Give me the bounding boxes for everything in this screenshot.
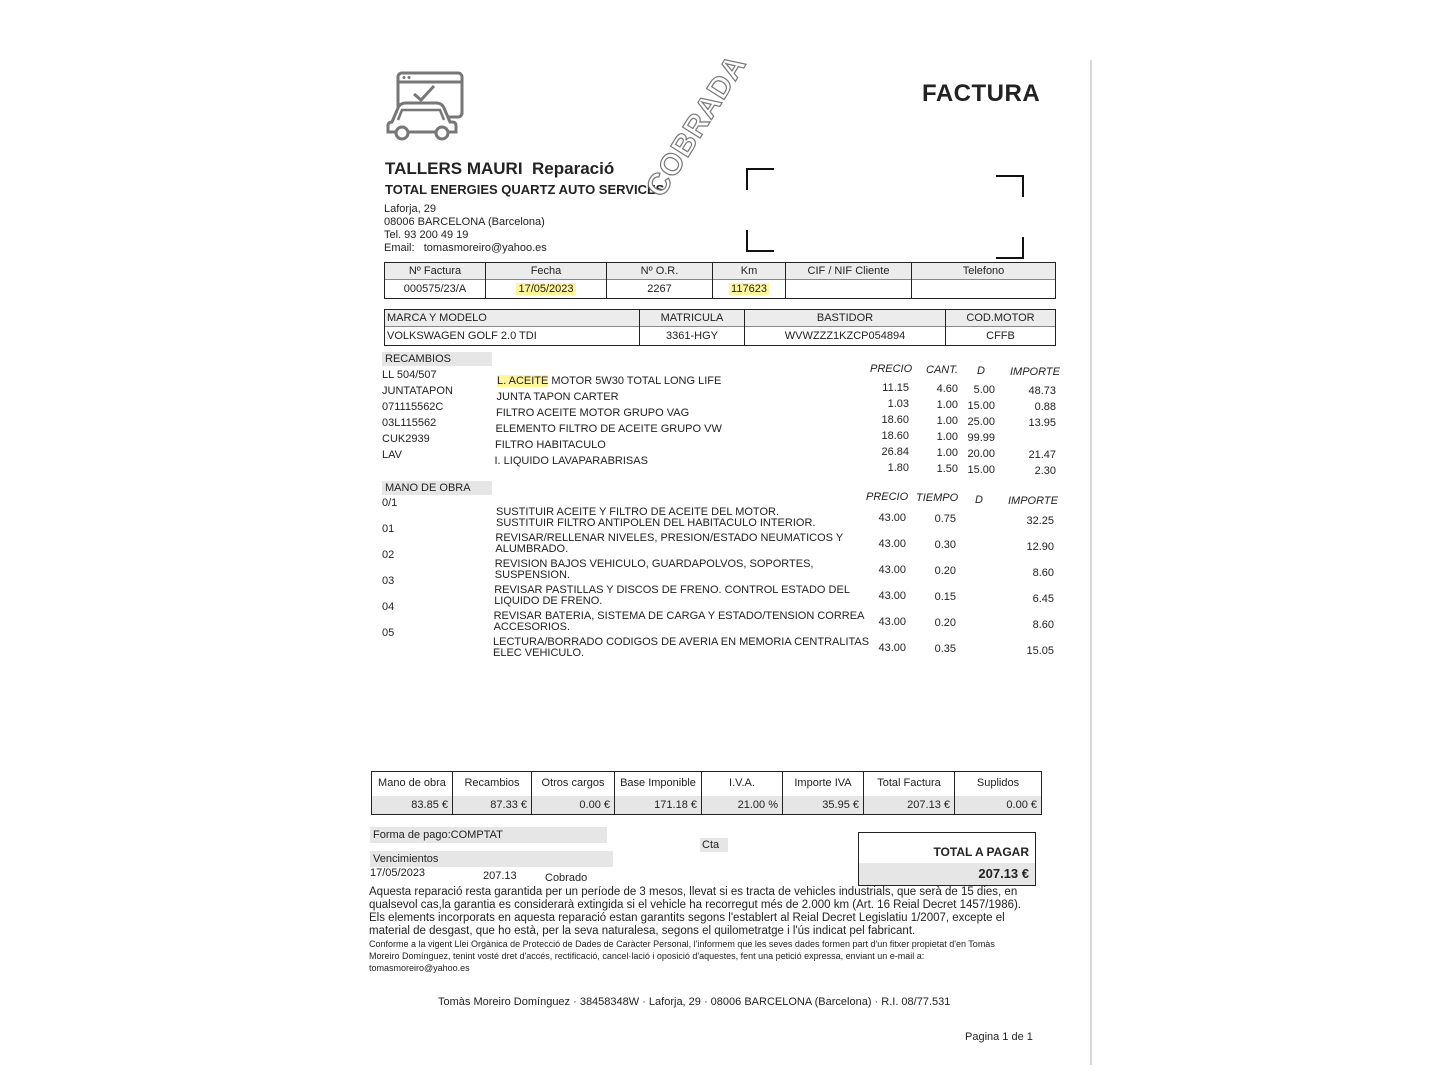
labour-description-line-1: REVISION BAJOS VEHICULO, GUARDAPOLVOS, SOPORTES, <box>494 558 814 570</box>
company-name-text: TALLERS MAURI <box>385 159 523 178</box>
address-bracket-tl <box>746 168 774 190</box>
header-cell-cif: CIF / NIF Cliente <box>786 263 912 299</box>
company-email-row <box>384 242 547 254</box>
part-amount: 0.88 <box>1034 401 1056 413</box>
address-bracket-bl <box>746 230 774 252</box>
privacy-line-1: Conforme a la vigent Llei Orgànica de Protecció de Dades de Caràcter Personal, l'informem que les seves dades formen part d'un fitxer propietat d'en Tomàs <box>369 939 995 949</box>
part-quantity: 1.00 <box>936 415 958 427</box>
part-code: JUNTATAPON <box>382 385 453 397</box>
labour-amount: 6.45 <box>1032 593 1054 605</box>
part-quantity: 4.60 <box>936 383 958 395</box>
company-address-1: Laforja, 29 <box>384 203 436 215</box>
part-code: 03L115562 <box>382 417 437 429</box>
labour-code: 03 <box>382 575 395 587</box>
totals-label: Mano de obra <box>378 777 446 789</box>
labour-col-price: PRECIO <box>866 491 909 503</box>
labour-description-line-2: ALUMBRADO. <box>495 543 569 555</box>
part-amount: 48.73 <box>1028 385 1056 397</box>
address-bracket-br <box>996 237 1024 259</box>
labour-time: 0.75 <box>934 513 956 525</box>
totals-label: I.V.A. <box>729 777 755 789</box>
totals-value: 0.00 € <box>532 796 614 814</box>
labour-description-line-1: REVISAR/RELLENAR NIVELES, PRESION/ESTADO NEUMATICOS Y <box>495 532 844 544</box>
part-code: LL 504/507 <box>382 369 437 381</box>
totals-label: Otros cargos <box>541 777 605 789</box>
company-address-2: 08006 BARCELONA (Barcelona) <box>384 216 545 228</box>
part-description: I. LIQUIDO LAVAPARABRISAS <box>494 455 648 467</box>
part-code: CUK2939 <box>382 433 430 445</box>
company-tag: Reparació <box>532 159 615 178</box>
labour-col-d: D <box>975 494 983 506</box>
total-to-pay-value: 207.13 € <box>859 863 1035 885</box>
part-amount: 2.30 <box>1034 465 1056 477</box>
totals-cell <box>453 772 532 815</box>
labour-description-line-1: REVISAR PASTILLAS Y DISCOS DE FRENO. CONTROL ESTADO DEL <box>494 584 850 596</box>
parts-col-price: PRECIO <box>870 363 913 375</box>
warranty-line-1: Aquesta reparació resta garantida per un període de 3 mesos, llevat si es tracta de vehicles industrials, que serà de 15 dies, en <box>369 886 1018 898</box>
email-label: Email: <box>384 242 415 254</box>
labour-code: 02 <box>382 549 395 561</box>
labour-time: 0.30 <box>934 539 956 551</box>
address-bracket-tr <box>996 175 1024 197</box>
labour-code: 0/1 <box>382 497 398 509</box>
part-discount: 15.00 <box>967 464 995 476</box>
labour-code: 04 <box>382 601 395 613</box>
header-cell-km: Km 117623 <box>713 263 786 299</box>
vehicle-model-cell: MARCA Y MODELO VOLKSWAGEN GOLF 2.0 TDI <box>385 310 640 346</box>
header-cell-date: Fecha 17/05/2023 <box>486 263 607 299</box>
part-discount: 20.00 <box>967 448 995 460</box>
part-price: 1.80 <box>887 462 909 474</box>
parts-col-qty: CANT. <box>926 364 958 376</box>
totals-cell <box>532 772 615 815</box>
header-cell-invoice-no: Nº Factura 000575/23/A <box>385 263 486 299</box>
total-to-pay-label: TOTAL A PAGAR <box>933 845 1029 859</box>
labour-price: 43.00 <box>878 590 906 602</box>
vehicle-table <box>384 309 1056 346</box>
labour-price: 43.00 <box>878 538 906 550</box>
part-quantity: 1.00 <box>936 399 958 411</box>
totals-value: 35.95 € <box>783 796 863 814</box>
totals-label: Base Imponible <box>620 777 696 789</box>
totals-cell <box>615 772 702 815</box>
totals-label: Total Factura <box>877 777 941 789</box>
totals-cell <box>702 772 783 815</box>
totals-value: 0.00 € <box>955 796 1041 814</box>
due-status: Cobrado <box>545 872 588 884</box>
labour-price: 43.00 <box>878 642 906 654</box>
due-title: Vencimientos <box>370 851 613 867</box>
labour-time: 0.20 <box>934 565 956 577</box>
labour-description-line-1: LECTURA/BORRADO CODIGOS DE AVERIA EN MEMORIA CENTRALITAS <box>493 636 870 648</box>
company-name <box>385 159 614 179</box>
part-description: L. ACEITE MOTOR 5W30 TOTAL LONG LIFE <box>497 375 722 387</box>
labour-col-time: TIEMPO <box>916 492 959 504</box>
totals-value: 171.18 € <box>615 796 701 814</box>
labour-description-line-1: SUSTITUIR ACEITE Y FILTRO DE ACEITE DEL MOTOR. <box>496 506 779 518</box>
labour-amount: 12.90 <box>1026 541 1054 553</box>
part-description: JUNTA TAPON CARTER <box>496 391 619 403</box>
payment-method-value: COMPTAT <box>450 829 503 841</box>
part-amount: 13.95 <box>1028 417 1056 429</box>
company-phone: Tel. 93 200 49 19 <box>384 229 469 241</box>
totals-label: Recambios <box>464 777 520 789</box>
labour-description-line-2: ACCESORIOS. <box>493 621 570 633</box>
totals-cell <box>955 772 1042 815</box>
warranty-line-3: Els elements incorporats en aquesta reparació estan garantits segons l'establert al Reial Decret Legislatiu 1/2007, excepte el <box>369 912 1005 924</box>
privacy-line-3: tomasmoreiro@yahoo.es <box>369 963 470 973</box>
page-number: Pagina 1 de 1 <box>965 1031 1033 1043</box>
labour-amount: 32.25 <box>1026 515 1054 527</box>
warranty-line-2: qualsevol cas,la garantia es considerarà extingida si el vehicle ha recorregut més de 2.000 km (Art. 16 Reial Decret 1457/1986). <box>369 899 1022 911</box>
labour-section-title: MANO DE OBRA <box>382 481 492 495</box>
totals-cell <box>864 772 955 815</box>
totals-value: 207.13 € <box>864 796 954 814</box>
company-subtitle: TOTAL ENERGIES QUARTZ AUTO SERVICES <box>385 182 665 197</box>
part-discount: 99.99 <box>967 432 995 444</box>
parts-col-d: D <box>977 365 985 377</box>
footer-legal: Tomàs Moreiro Domínguez · 38458348W · Laforja, 29 · 08006 BARCELONA (Barcelona) · R.I. 08/77.531 <box>438 996 951 1008</box>
due-date: 17/05/2023 <box>370 867 426 879</box>
vehicle-plate-cell: MATRICULA 3361-HGY <box>640 310 745 346</box>
part-description: FILTRO HABITACULO <box>495 439 606 451</box>
payment-method-label: Forma de pago: <box>373 829 451 841</box>
privacy-line-2: Moreiro Domínguez, tenint vosté dret d'accés, rectificació, cancel·lació i oposició d'aquestes, fent una petició expressa, enviant un e-mail a: <box>369 951 925 961</box>
page-edge <box>1090 60 1092 1065</box>
warranty-line-4: material de desgast, que ho està, per la seva naturalesa, segons el quilometratge i l'ús indicat pel fabricant. <box>369 925 916 937</box>
labour-description-line-2: SUSTITUIR FILTRO ANTIPOLEN DEL HABITACULO INTERIOR. <box>496 517 816 529</box>
part-amount: 21.47 <box>1028 449 1056 461</box>
part-quantity: 1.00 <box>936 431 958 443</box>
vehicle-vin-cell: BASTIDOR WVWZZZ1KZCP054894 <box>745 310 946 346</box>
labour-code: 05 <box>382 627 395 639</box>
totals-cell <box>372 772 453 815</box>
labour-time: 0.15 <box>934 591 956 603</box>
part-price: 11.15 <box>882 382 909 394</box>
part-discount: 25.00 <box>967 416 995 428</box>
part-quantity: 1.50 <box>936 463 958 475</box>
labour-amount: 15.05 <box>1026 645 1054 657</box>
labour-time: 0.20 <box>934 617 956 629</box>
paid-stamp: COBRADA <box>640 49 753 203</box>
labour-description-line-2: ELEC VEHICULO. <box>493 647 585 659</box>
labour-amount: 8.60 <box>1032 567 1054 579</box>
labour-amount: 8.60 <box>1032 619 1054 631</box>
part-description: ELEMENTO FILTRO DE ACEITE GRUPO VW <box>495 423 722 435</box>
payment-method-row <box>370 827 607 843</box>
part-code: LAV <box>382 449 402 461</box>
labour-code: 01 <box>382 523 395 535</box>
labour-description-line-1: REVISAR BATERIA, SISTEMA DE CARGA Y ESTADO/TENSION CORREA <box>493 610 865 622</box>
labour-price: 43.00 <box>878 512 906 524</box>
part-price: 18.60 <box>881 430 909 442</box>
part-price: 26.84 <box>881 446 909 458</box>
totals-table <box>371 771 1042 815</box>
invoice-header-table <box>384 262 1056 299</box>
parts-col-amount: IMPORTE <box>1010 366 1060 378</box>
labour-description-line-2: LIQUIDO DE FRENO. <box>494 595 603 607</box>
vehicle-engine-cell: COD.MOTOR CFFB <box>946 310 1056 346</box>
company-email: tomasmoreiro@yahoo.es <box>423 242 547 254</box>
account-label: Cta <box>700 838 728 852</box>
total-to-pay-box <box>858 832 1036 886</box>
part-price: 18.60 <box>881 414 909 426</box>
part-quantity: 1.00 <box>936 447 958 459</box>
labour-time: 0.35 <box>934 643 956 655</box>
header-cell-or-no: Nº O.R. 2267 <box>607 263 713 299</box>
document-title: FACTURA <box>922 80 1041 107</box>
part-price: 1.03 <box>887 398 909 410</box>
part-discount: 5.00 <box>973 384 995 396</box>
car-service-logo-icon <box>384 70 466 142</box>
km-value: 117623 <box>731 283 767 295</box>
header-cell-phone: Telefono <box>912 263 1056 299</box>
parts-section-title: RECAMBIOS <box>382 352 492 366</box>
invoice-date: 17/05/2023 <box>518 283 574 295</box>
part-code: 071115562C <box>382 401 444 413</box>
part-description: FILTRO ACEITE MOTOR GRUPO VAG <box>496 407 690 419</box>
labour-col-amount: IMPORTE <box>1008 495 1058 507</box>
totals-label: Suplidos <box>976 777 1020 789</box>
totals-value: 83.85 € <box>372 796 452 814</box>
due-amount: 207.13 <box>483 870 517 882</box>
totals-cell <box>783 772 864 815</box>
part-discount: 15.00 <box>967 400 995 412</box>
totals-label: Importe IVA <box>794 777 852 789</box>
labour-description-line-2: SUSPENSION. <box>494 569 570 581</box>
totals-value: 87.33 € <box>453 796 531 814</box>
totals-value: 21.00 % <box>702 796 782 814</box>
labour-price: 43.00 <box>878 564 906 576</box>
labour-price: 43.00 <box>878 616 906 628</box>
